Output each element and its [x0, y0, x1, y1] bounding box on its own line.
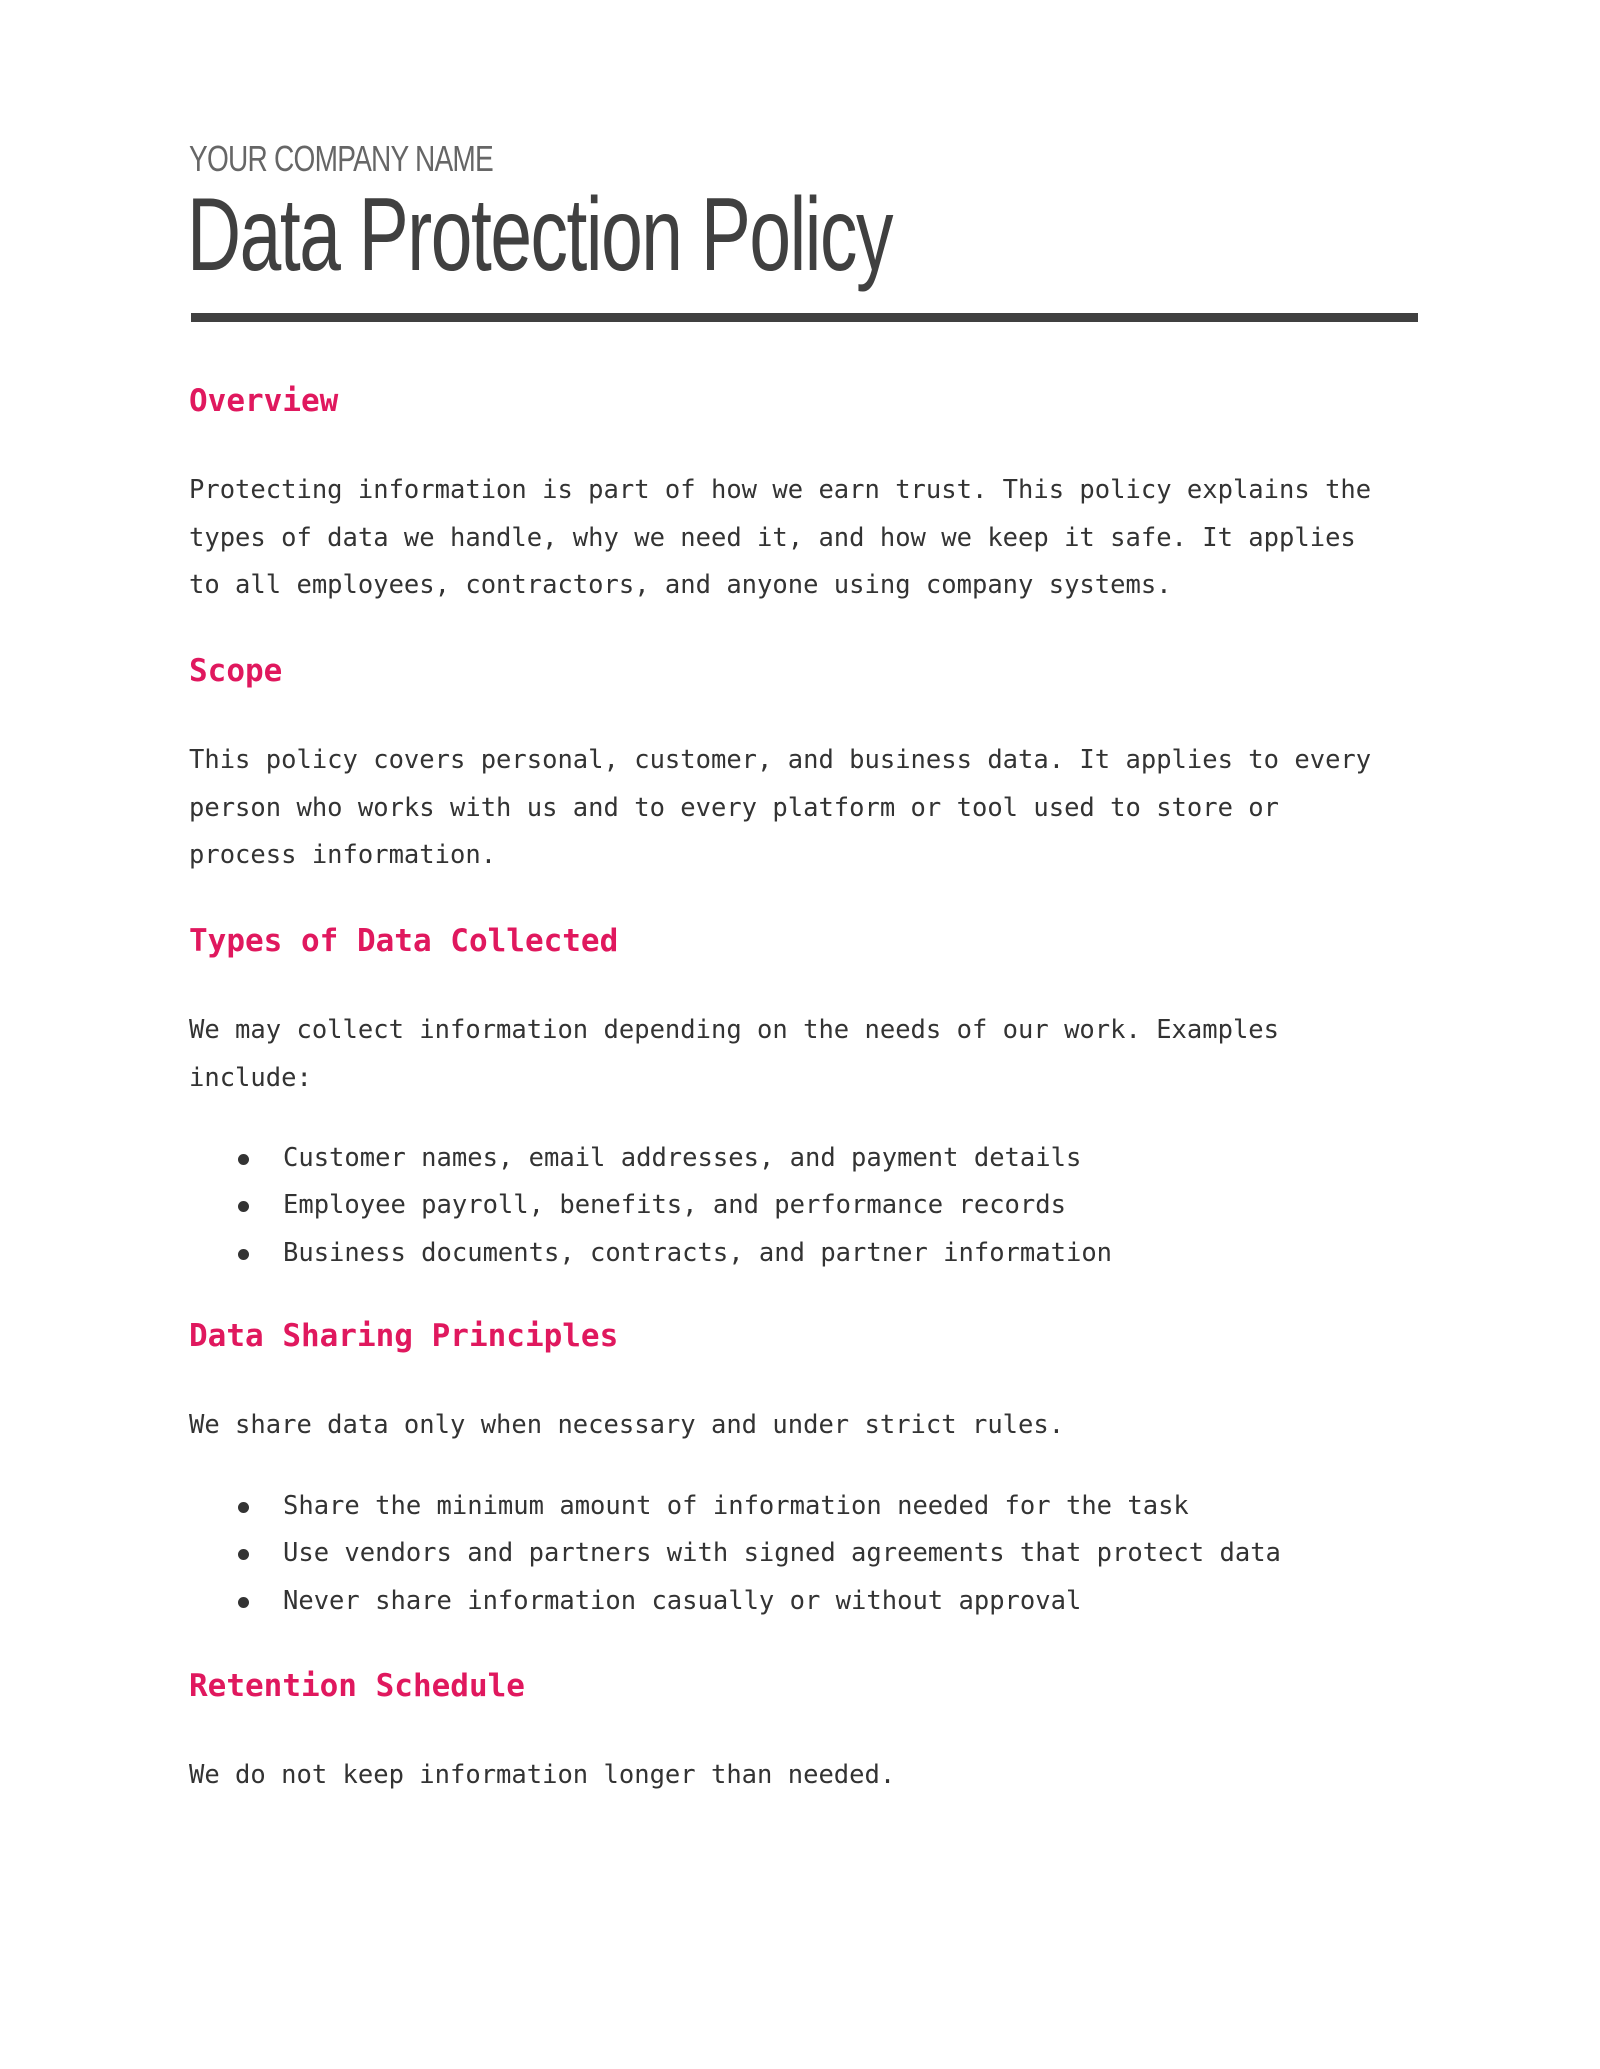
section-heading-scope: Scope [189, 653, 283, 689]
list-item [189, 1578, 1281, 1625]
bullet-icon [238, 1249, 249, 1260]
paragraph-line: to all employees, contractors, and anyone using company systems. [189, 570, 1172, 600]
section-heading-sharing: Data Sharing Principles [189, 1318, 619, 1354]
section-heading-overview: Overview [189, 383, 339, 419]
retention-paragraph [189, 1752, 1429, 1800]
overview-paragraph [189, 467, 1429, 610]
bullet-icon [238, 1201, 249, 1212]
paragraph-line: Protecting information is part of how we earn trust. This policy explains the [189, 475, 1372, 505]
bullet-icon [238, 1597, 249, 1608]
list-item [189, 1230, 1112, 1277]
types-list [189, 1135, 1112, 1277]
types-paragraph [189, 1007, 1429, 1102]
list-item-text: Employee payroll, benefits, and performance records [283, 1190, 1066, 1221]
title-divider [191, 313, 1418, 322]
list-item [189, 1530, 1281, 1577]
list-item-text: Business documents, contracts, and partner information [283, 1237, 1113, 1268]
document-title: Data Protection Policy [187, 177, 892, 293]
list-item-text: Never share information casually or without approval [283, 1585, 1082, 1616]
list-item-text: Customer names, email addresses, and payment details [283, 1143, 1082, 1173]
paragraph-line: types of data we handle, why we need it, and how we keep it safe. It applies [189, 522, 1356, 553]
company-name: YOUR COMPANY NAME [189, 138, 493, 179]
paragraph-line: We do not keep information longer than needed. [189, 1760, 896, 1790]
bullet-icon [238, 1549, 249, 1560]
sharing-paragraph [189, 1402, 1429, 1450]
paragraph-line: include: [189, 1062, 312, 1093]
section-heading-retention: Retention Schedule [189, 1668, 525, 1704]
list-item [189, 1135, 1112, 1182]
list-item-text: Use vendors and partners with signed agreements that protect data [283, 1538, 1281, 1569]
bullet-icon [238, 1502, 249, 1513]
list-item [189, 1483, 1281, 1530]
section-heading-types: Types of Data Collected [189, 923, 619, 959]
scope-paragraph [189, 737, 1429, 880]
list-item-text: Share the minimum amount of information needed for the task [283, 1491, 1189, 1521]
bullet-icon [238, 1154, 249, 1165]
paragraph-line: process information. [189, 840, 497, 870]
paragraph-line: We may collect information depending on the needs of our work. Examples [189, 1015, 1280, 1045]
paragraph-line: We share data only when necessary and under strict rules. [189, 1410, 1065, 1440]
sharing-list [189, 1483, 1281, 1625]
paragraph-line: person who works with us and to every platform or tool used to store or [189, 792, 1280, 823]
list-item [189, 1182, 1112, 1229]
paragraph-line: This policy covers personal, customer, and business data. It applies to every [189, 745, 1372, 775]
